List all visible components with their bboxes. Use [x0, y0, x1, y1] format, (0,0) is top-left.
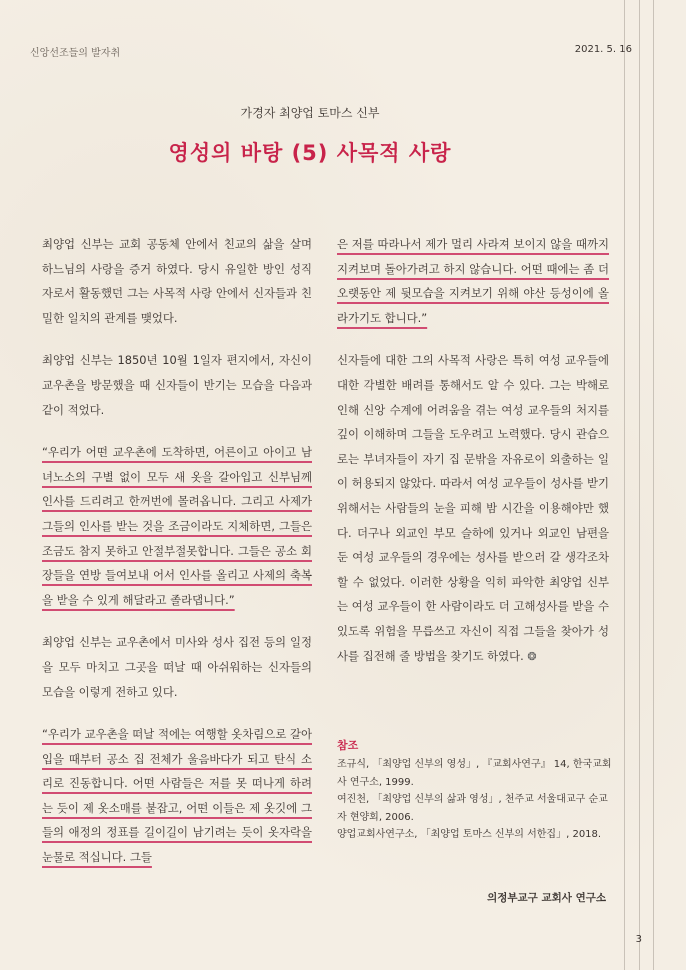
margin-rule-2	[639, 0, 640, 970]
paragraph-1: 최양업 신부는 교회 공동체 안에서 친교의 삶을 살며 하느님의 사랑을 증거 하였다. 당시 유일한 방인 성직자로서 활동했던 그는 사목적 사랑 안에서 신자들과 친밀한 일치의 관계를 맺었다.	[42, 237, 312, 325]
references-title: 참조	[337, 739, 359, 752]
page-number: 3	[635, 934, 642, 945]
paragraph-4-text: 신자들에 대한 그의 사목적 사랑은 특히 여성 교우들에 대한 각별한 배려를 통해서도 알 수 있다. 그는 박해로 인해 신앙 수계에 어려움을 겪는 여성 교우들의 처지를 깊이 이해하며 그들을 도우려고 노력했다. 당시 관습으로는 부녀자들이 자기 집 문밖을 자유로이 외출하는 일이 허용되지 않았다. 따라서 여성 교우들이 성사를 받기 위해서는 사람들의 눈을 피해 밤 시간을 이용해야만 했다. 더구나 외교인 부모 슬하에 있거나 외교인 남편을 둔 여성 교우들의 경우에는 성사를 받으러 갈 생각조차 할 수 없었다. 이러한 상황을 익히 파악한 최양업 신부는 여성 교우들이 한 사람이라도 더 고해성사를 받을 수 있도록 위험을 무릅쓰고 자신이 직접 그들을 찾아가 성사를 집전해 줄 방법을 찾기도 하였다.	[337, 353, 609, 663]
end-mark-icon: ❂	[527, 649, 537, 663]
reference-item: 조규식, 「최양업 신부의 영성」, 『교회사연구』 14, 한국교회사 연구소, 1999.	[337, 759, 612, 788]
issue-date: 2021. 5. 16	[574, 44, 632, 55]
paragraph-3: 최양업 신부는 교우촌에서 미사와 성사 집전 등의 일정을 모두 마치고 그곳을 떠날 때 아쉬워하는 신자들의 모습을 이렇게 전하고 있다.	[42, 635, 312, 699]
reference-item: 여진천, 「최양업 신부의 삶과 영성」, 천주교 서울대교구 순교자 현양회, 2006.	[337, 794, 608, 823]
left-column	[42, 232, 312, 870]
quote-2-continued: 은 저를 따라나서 제가 멀리 사라져 보이지 않을 때까지 지켜보며 돌아가려고 하지 않습니다. 어떤 때에는 좀 더 오랫동안 제 뒷모습을 지켜보기 위해 야산 등성이에 올라가기도 합니다.”	[337, 237, 609, 325]
section-header: 신앙선조들의 발자취	[30, 48, 121, 59]
article-title: 영성의 바탕 (5) 사목적 사랑	[168, 141, 452, 165]
quote-1: “우리가 어떤 교우촌에 도착하면, 어른이고 아이고 남녀노소의 구별 없이 모두 새 옷을 갈아입고 신부님께 인사를 드리려고 한꺼번에 몰려옵니다. 그리고 사제가 그들의 인사를 받는 것을 조금이라도 지체하면, 그들은 조금도 참지 못하고 안절부절못합니다. 그들은 공소 회장들을 연방 들여보내 어서 인사를 올리고 사제의 축복을 받을 수 있게 해달라고 졸라댑니다.”	[42, 445, 312, 607]
reference-item: 양업교회사연구소, 「최양업 토마스 신부의 서한집」, 2018.	[337, 829, 602, 840]
paragraph-2: 최양업 신부는 1850년 10월 1일자 편지에서, 자신이 교우촌을 방문했을 때 신자들이 반기는 모습을 다음과 같이 적었다.	[42, 353, 312, 417]
author-signature: 의정부교구 교회사 연구소	[487, 892, 606, 904]
quote-2: “우리가 교우촌을 떠날 적에는 여행할 옷차림으로 갈아입을 때부터 공소 집 전체가 울음바다가 되고 탄식 소리로 진동합니다. 어떤 사람들은 저를 못 떠나게 하려는 듯이 제 옷소매를 붙잡고, 어떤 이들은 제 옷깃에 그들의 애정의 정표를 길이길이 남기려는 듯이 옷자락을 눈물로 적십니다. 그들	[42, 727, 312, 865]
margin-rule-1	[624, 0, 625, 970]
margin-rule-3	[653, 0, 654, 970]
article-kicker: 가경자 최양업 토마스 신부	[240, 106, 380, 120]
paragraph-4	[337, 348, 609, 669]
references-list	[337, 756, 612, 844]
right-column	[337, 232, 609, 669]
